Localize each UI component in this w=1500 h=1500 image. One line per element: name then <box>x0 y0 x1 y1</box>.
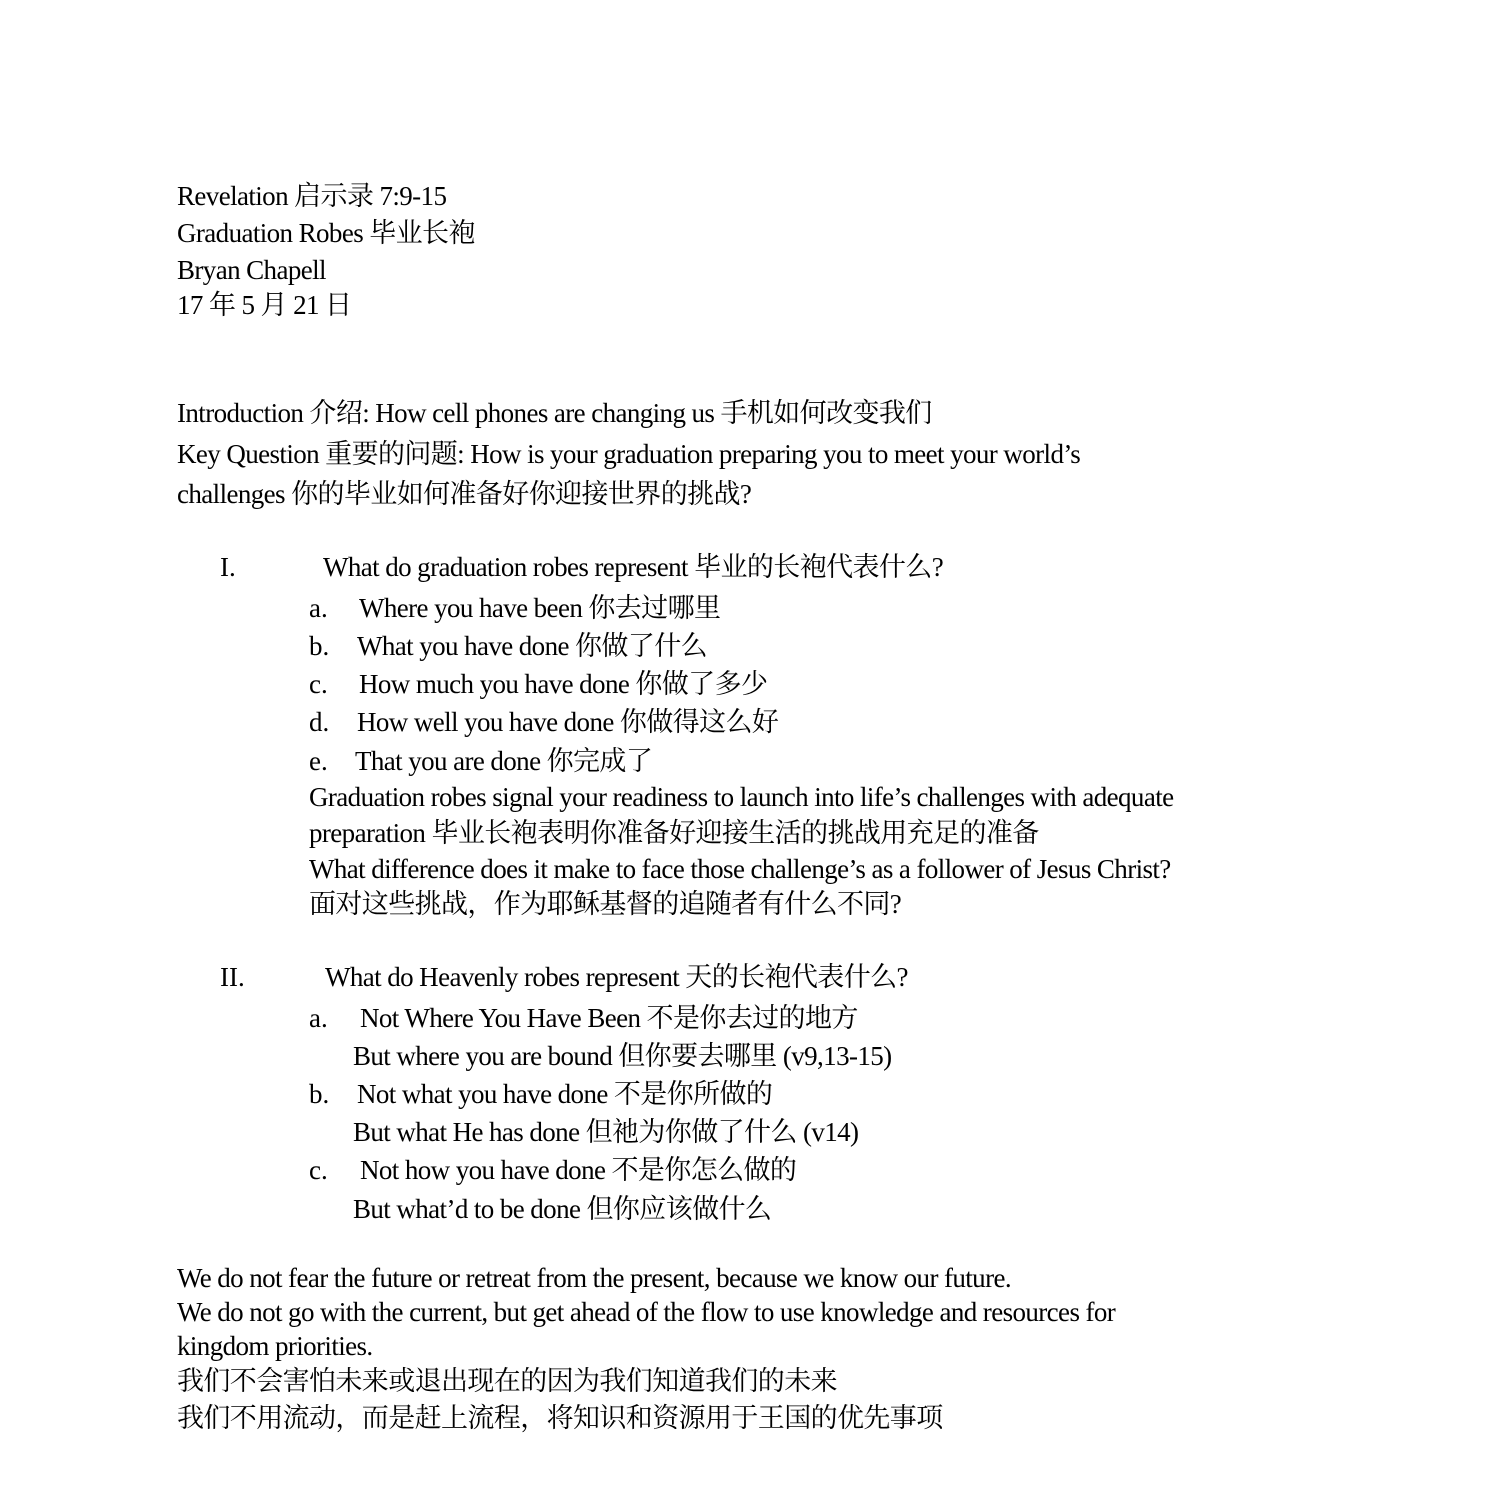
conclusion-line-2: We do not go with the current, but get ahead of the flow to use knowledge and resources for <box>177 1297 1116 1327</box>
sermon-title: Graduation Robes 毕业长袍 <box>177 218 475 248</box>
list-item: Not what you have done 不是你所做的 <box>357 1079 773 1109</box>
conclusion-line-3: kingdom priorities. <box>177 1331 373 1361</box>
list-item-marker: b. <box>309 631 330 661</box>
section-1-numeral: I. <box>220 552 236 582</box>
section-1-summary-line-2: preparation 毕业长袍表明你准备好迎接生活的挑战用充足的准备 <box>309 818 1039 848</box>
list-item-marker: a. <box>309 593 328 623</box>
list-item-sub: But what’d to be done 但你应该做什么 <box>353 1194 772 1224</box>
conclusion-line-1: We do not fear the future or retreat from the present, because we know our future. <box>177 1263 1012 1293</box>
conclusion-line-5: 我们不用流动，而是赶上流程，将知识和资源用于王国的优先事项 <box>177 1403 943 1433</box>
section-1-summary-line-1: Graduation robes signal your readiness to launch into life’s challenges with adequate <box>309 782 1174 812</box>
list-item-marker: c. <box>309 1155 328 1185</box>
list-item: Not how you have done 不是你怎么做的 <box>360 1155 797 1185</box>
list-item-marker: a. <box>309 1003 328 1033</box>
list-item-sub: But what He has done 但祂为你做了什么 (v14) <box>353 1117 859 1147</box>
section-1-heading: What do graduation robes represent 毕业的长袍代表什么? <box>323 552 944 582</box>
list-item: How well you have done 你做得这么好 <box>357 707 779 737</box>
section-2-heading: What do Heavenly robes represent 天的长袍代表什么? <box>325 962 908 992</box>
author-name: Bryan Chapell <box>177 255 326 285</box>
section-1-question-line-1: What difference does it make to face those challenge’s as a follower of Jesus Christ? <box>309 854 1171 884</box>
list-item-marker: c. <box>309 669 328 699</box>
list-item-marker: e. <box>309 746 328 776</box>
sermon-date: 17 年 5 月 21 日 <box>177 290 352 320</box>
list-item-sub: But where you are bound 但你要去哪里 (v9,13-15) <box>353 1041 892 1071</box>
conclusion-line-4: 我们不会害怕未来或退出现在的因为我们知道我们的未来 <box>177 1366 837 1396</box>
list-item: Not Where You Have Been 不是你去过的地方 <box>360 1003 858 1033</box>
list-item: Where you have been 你去过哪里 <box>359 593 721 623</box>
section-1-question-line-2: 面对这些挑战，作为耶稣基督的追随者有什么不同? <box>309 889 902 919</box>
list-item: How much you have done 你做了多少 <box>359 669 768 699</box>
list-item-marker: b. <box>309 1079 330 1109</box>
list-item: That you are done 你完成了 <box>355 746 653 776</box>
list-item: What you have done 你做了什么 <box>357 631 708 661</box>
scripture-reference: Revelation 启示录 7:9-15 <box>177 181 447 211</box>
introduction-line: Introduction 介绍: How cell phones are changing us 手机如何改变我们 <box>177 398 932 428</box>
key-question-line-2: challenges 你的毕业如何准备好你迎接世界的挑战? <box>177 479 752 509</box>
section-2-numeral: II. <box>220 962 245 992</box>
list-item-marker: d. <box>309 707 330 737</box>
key-question-line-1: Key Question 重要的问题: How is your graduation preparing you to meet your world’s <box>177 439 1081 469</box>
